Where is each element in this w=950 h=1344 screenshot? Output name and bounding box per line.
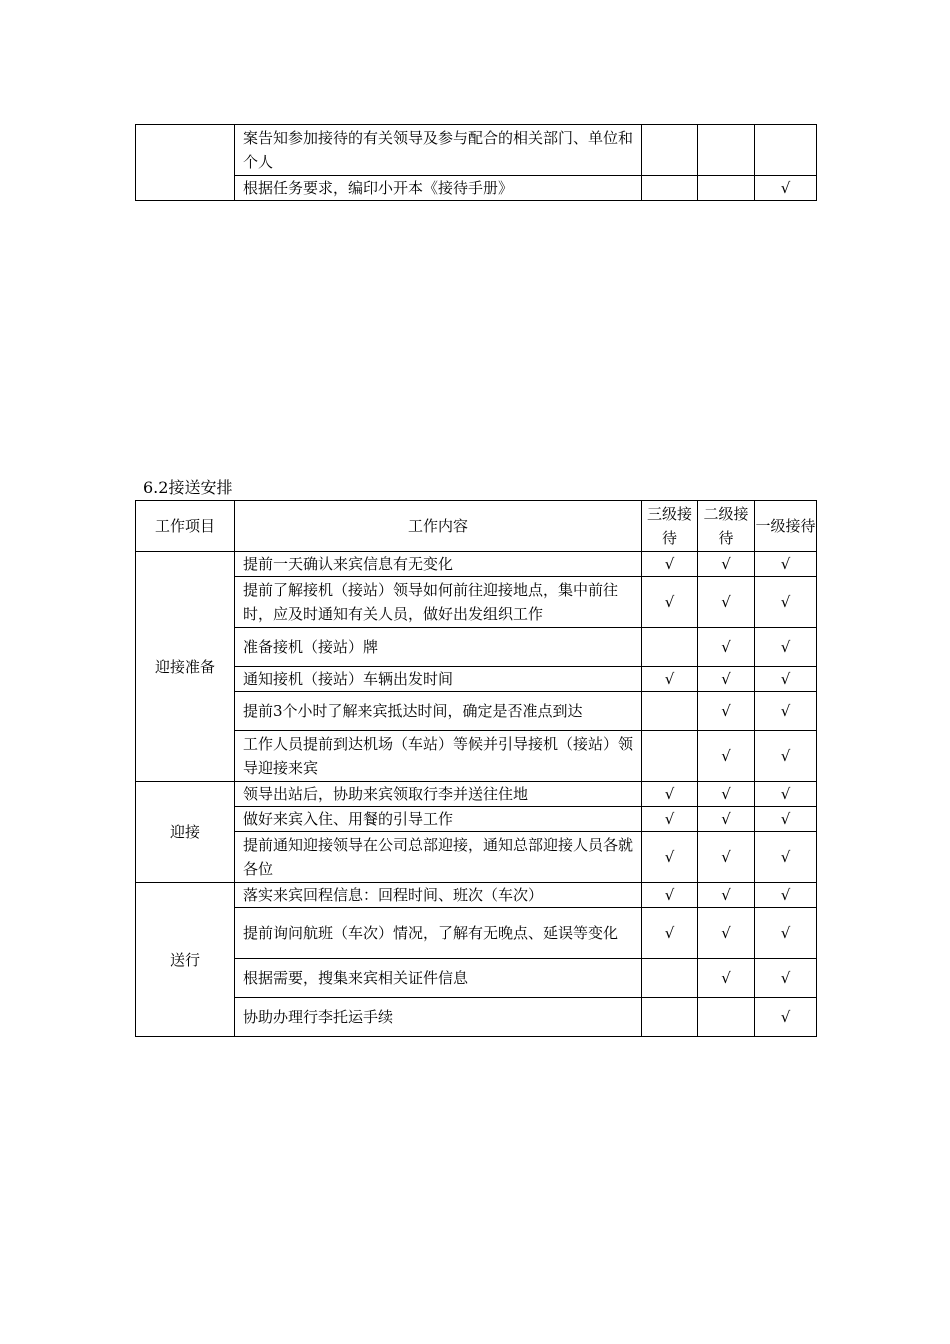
level1-mark: √ — [755, 176, 817, 201]
content-cell: 准备接机（接站）牌 — [235, 628, 642, 667]
level1-mark: √ — [755, 908, 817, 959]
header-item: 工作项目 — [136, 501, 235, 552]
level3-mark — [642, 998, 698, 1037]
level2-mark — [698, 125, 755, 176]
level1-mark: √ — [755, 667, 817, 692]
content-cell: 领导出站后，协助来宾领取行李并送往住地 — [235, 782, 642, 807]
table-row — [136, 552, 817, 577]
table-row — [136, 883, 817, 908]
content-cell: 提前一天确认来宾信息有无变化 — [235, 552, 642, 577]
content-cell: 根据任务要求，编印小开本《接待手册》 — [235, 176, 642, 201]
level3-mark — [642, 125, 698, 176]
reception-table — [135, 500, 817, 1037]
level1-mark: √ — [755, 807, 817, 832]
table-row — [136, 692, 817, 731]
level1-mark: √ — [755, 731, 817, 782]
level2-mark — [698, 176, 755, 201]
level2-mark: √ — [698, 782, 755, 807]
level3-mark: √ — [642, 807, 698, 832]
level1-mark: √ — [755, 998, 817, 1037]
level2-mark — [698, 998, 755, 1037]
level1-mark — [755, 125, 817, 176]
level2-mark: √ — [698, 959, 755, 998]
header-content: 工作内容 — [235, 501, 642, 552]
level1-mark: √ — [755, 692, 817, 731]
content-cell: 提前3个小时了解来宾抵达时间，确定是否准点到达 — [235, 692, 642, 731]
level1-mark: √ — [755, 628, 817, 667]
level3-mark: √ — [642, 908, 698, 959]
level3-mark — [642, 692, 698, 731]
content-cell: 工作人员提前到达机场（车站）等候并引导接机（接站）领导迎接来宾 — [235, 731, 642, 782]
group-label: 迎接 — [136, 782, 235, 883]
level2-mark: √ — [698, 908, 755, 959]
level3-mark: √ — [642, 883, 698, 908]
table-row — [136, 628, 817, 667]
content-cell: 根据需要，搜集来宾相关证件信息 — [235, 959, 642, 998]
header-level3: 三级接待 — [642, 501, 698, 552]
content-cell: 提前了解接机（接站）领导如何前往迎接地点，集中前往时，应及时通知有关人员，做好出发组织工作 — [235, 577, 642, 628]
level1-mark: √ — [755, 959, 817, 998]
content-cell: 提前通知迎接领导在公司总部迎接，通知总部迎接人员各就各位 — [235, 832, 642, 883]
table-row — [136, 125, 817, 176]
level1-mark: √ — [755, 883, 817, 908]
content-cell: 提前询问航班（车次）情况，了解有无晚点、延误等变化 — [235, 908, 642, 959]
group-label: 送行 — [136, 883, 235, 1037]
content-cell: 通知接机（接站）车辆出发时间 — [235, 667, 642, 692]
level2-mark: √ — [698, 577, 755, 628]
table-row — [136, 998, 817, 1037]
continued-table — [135, 124, 817, 201]
level2-mark: √ — [698, 883, 755, 908]
header-level1: 一级接待 — [755, 501, 817, 552]
content-cell: 落实来宾回程信息：回程时间、班次（车次） — [235, 883, 642, 908]
table-row — [136, 832, 817, 883]
level2-mark: √ — [698, 731, 755, 782]
level1-mark: √ — [755, 832, 817, 883]
table-row — [136, 667, 817, 692]
table-row — [136, 731, 817, 782]
content-cell: 案告知参加接待的有关领导及参与配合的相关部门、单位和个人 — [235, 125, 642, 176]
level3-mark: √ — [642, 832, 698, 883]
level3-mark — [642, 176, 698, 201]
content-cell: 协助办理行李托运手续 — [235, 998, 642, 1037]
content-cell: 做好来宾入住、用餐的引导工作 — [235, 807, 642, 832]
table-row — [136, 959, 817, 998]
level1-mark: √ — [755, 782, 817, 807]
level2-mark: √ — [698, 692, 755, 731]
level3-mark: √ — [642, 577, 698, 628]
table-row — [136, 908, 817, 959]
level3-mark — [642, 959, 698, 998]
table-row — [136, 577, 817, 628]
level2-mark: √ — [698, 807, 755, 832]
level3-mark: √ — [642, 782, 698, 807]
level1-mark: √ — [755, 577, 817, 628]
level1-mark: √ — [755, 552, 817, 577]
level2-mark: √ — [698, 628, 755, 667]
level2-mark: √ — [698, 832, 755, 883]
table-row — [136, 807, 817, 832]
level2-mark: √ — [698, 552, 755, 577]
item-cell — [136, 125, 235, 201]
group-label: 迎接准备 — [136, 552, 235, 782]
level3-mark — [642, 731, 698, 782]
level2-mark: √ — [698, 667, 755, 692]
section-title: 6.2接送安排 — [143, 478, 233, 497]
table-row — [136, 176, 817, 201]
header-level2: 二级接待 — [698, 501, 755, 552]
level3-mark: √ — [642, 552, 698, 577]
header-row — [136, 501, 817, 552]
table-row — [136, 782, 817, 807]
level3-mark — [642, 628, 698, 667]
level3-mark: √ — [642, 667, 698, 692]
